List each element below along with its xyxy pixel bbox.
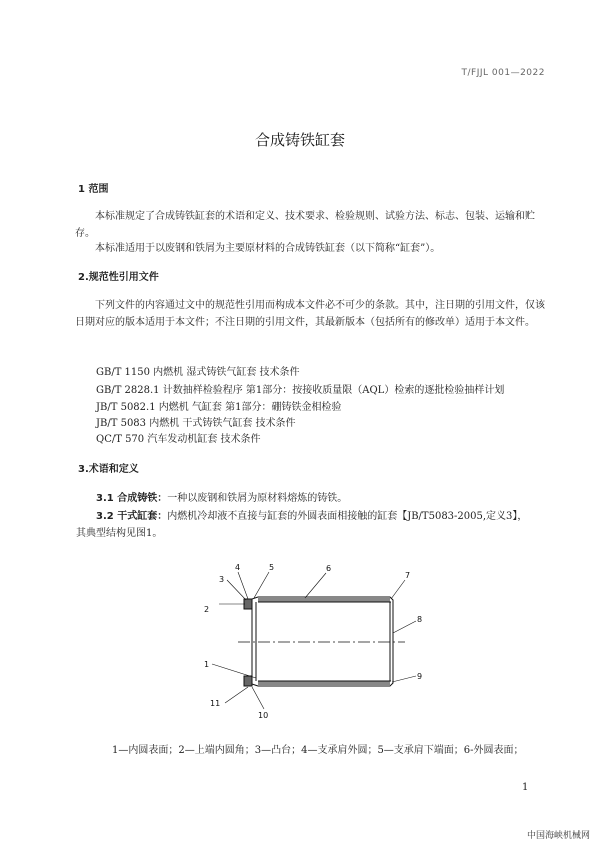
leader-9 (392, 676, 416, 682)
document-number: T/FJJL 001—2022 (461, 68, 545, 78)
page-title: 合成铸铁缸套 (254, 131, 345, 149)
reference-item: GB/T 1150 内燃机 湿式铸铁气缸套 技术条件 (96, 367, 300, 378)
figure-label-10: 10 (258, 711, 269, 720)
support-shoulder-bottom (244, 676, 252, 686)
leader-6 (305, 573, 326, 598)
figure-caption: 1—内圆表面；2—上端内圆角；3—凸台；4—支承肩外圆；5—支承肩下端面；6-外圆表面； (112, 745, 524, 756)
leader-1 (212, 664, 256, 678)
section-3-heading: 3.术语和定义 (78, 464, 139, 475)
figure-label-1: 1 (204, 660, 210, 669)
section-2-paragraph: 下列文件的内容通过文中的规范性引用而构成本文件必不可少的条款。其中，注日期的引用文件，仅该日期对应的版本适用于本文件；不注日期的引用文件，其最新版本（包括所有的修改单）适用于本文件。 (75, 300, 545, 328)
liner-outer-contour (252, 597, 393, 686)
term-3-2-continuation: 其典型结构见图1。 (76, 528, 163, 539)
reference-item: GB/T 2828.1 计数抽样检验程序 第1部分：按接收质量限（AQL）检索的逐批检验抽样计划 (96, 385, 505, 396)
page-number: 1 (522, 782, 529, 793)
figure-label-4: 4 (235, 563, 241, 572)
term-3-2-label: 3.2 干式缸套： (96, 511, 168, 522)
figure-label-6: 6 (326, 564, 332, 573)
leader-8 (393, 621, 416, 633)
liner-bottom-wall (258, 681, 390, 685)
figure-label-8: 8 (417, 615, 423, 624)
figure-label-11: 11 (210, 699, 221, 708)
leader-5 (254, 572, 269, 598)
liner-top-wall (258, 598, 390, 602)
leader-7 (391, 580, 405, 599)
leader-3 (227, 580, 246, 600)
figure-label-3: 3 (219, 575, 225, 584)
term-3-1-label: 3.1 合成铸铁： (96, 493, 168, 504)
term-3-1 (96, 489, 347, 504)
figure-label-5: 5 (269, 563, 275, 572)
leader-11 (225, 687, 248, 703)
section-2-heading: 2.规范性引用文件 (78, 272, 159, 283)
support-shoulder-top (244, 599, 252, 609)
figure-label-7: 7 (405, 571, 411, 580)
leader-10 (252, 687, 264, 709)
figure-label-9: 9 (417, 672, 423, 681)
section-1-paragraph-2: 本标准适用于以废钢和铁屑为主要原材料的合成铸铁缸套（以下简称“缸套”）。 (95, 243, 441, 254)
figure-label-2: 2 (204, 605, 210, 614)
cylinder-liner-figure (190, 558, 450, 728)
term-3-2 (96, 507, 527, 522)
term-3-2-definition: 内燃机冷却液不直接与缸套的外圆表面相接触的缸套【JB/T5083-2005,定义3】， (167, 511, 528, 522)
section-1-heading: 1 范围 (78, 184, 109, 195)
reference-item: JB/T 5083 内燃机 干式铸铁气缸套 技术条件 (96, 418, 296, 429)
reference-item: QC/T 570 汽车发动机缸套 技术条件 (96, 434, 261, 445)
leader-4 (238, 572, 248, 599)
reference-item: JB/T 5082.1 内燃机 气缸套 第1部分：硼铸铁金相检验 (96, 402, 342, 413)
term-3-1-definition: 一种以废钢和铁屑为原材料熔炼的铸铁。 (167, 493, 348, 504)
section-1-paragraph-1: 本标准规定了合成铸铁缸套的术语和定义、技术要求、检验规则、试验方法、标志、包装、运输和贮存。 (75, 211, 535, 239)
footer-watermark: 中国海峡机械网 (526, 831, 590, 841)
